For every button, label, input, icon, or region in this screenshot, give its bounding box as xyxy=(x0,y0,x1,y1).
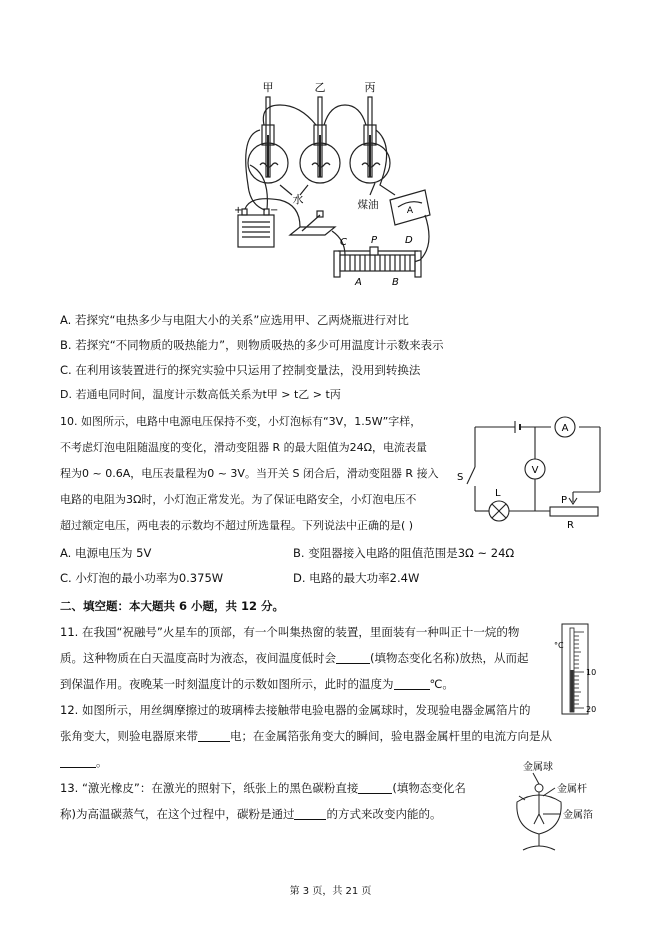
q12-line-2: 张角变大，则验电器原来带 电；在金属箔张角变大的瞬间，验电器金属杆里的电流方向是从 xyxy=(60,729,552,743)
figure-q10-circuit xyxy=(455,412,620,532)
figure-q11-thermometer xyxy=(550,622,605,717)
label-yi: 乙 xyxy=(314,81,326,94)
svg-text:金属球: 金属球 xyxy=(523,762,553,773)
svg-text:10: 10 xyxy=(586,668,597,677)
q12-blank-1[interactable] xyxy=(198,729,230,742)
label-bing: 丙 xyxy=(364,81,376,94)
svg-text:R: R xyxy=(567,520,574,531)
q13-line-2: 称)为高温碳蒸气，在这个过程中，碳粉是通过 的方式来改变内能的。 xyxy=(60,807,442,821)
q9-option-b: B. 若探究“不同物质的吸热能力”，则物质吸热的多少可用温度计示数来表示 xyxy=(60,338,444,352)
q10-rheostat xyxy=(550,507,598,516)
battery-plus: + xyxy=(234,205,243,216)
q10-line-1: 10. 如图所示，电路中电源电压保持不变，小灯泡标有“3V，1.5W”字样， xyxy=(60,415,422,428)
q11-blank-1[interactable] xyxy=(336,651,370,664)
label-jia: 甲 xyxy=(262,81,274,94)
rheostat-B: B xyxy=(392,277,399,288)
rheostat-coil xyxy=(340,255,415,271)
q12-line-3: 。 xyxy=(60,754,108,770)
rheostat-P: P xyxy=(371,235,378,246)
q9-option-c: C. 在利用该装置进行的探究实验中只运用了控制变量法，没用到转换法 xyxy=(60,363,421,377)
svg-text:P: P xyxy=(561,495,568,506)
page-footer: 第 3 页，共 21 页 xyxy=(289,886,372,897)
q9-option-a: A. 若探究“电热多少与电阻大小的关系”应选用甲、乙两烧瓶进行对比 xyxy=(60,313,409,327)
q10-option-d: D. 电路的最大功率2.4W xyxy=(293,571,420,585)
q10-line-5: 超过额定电压，两电表的示数均不超过所选量程。下列说法中正确的是( ) xyxy=(60,519,414,532)
section-2-title: 二、填空题：本大题共 6 小题，共 12 分。 xyxy=(60,599,285,613)
rheostat-C: C xyxy=(340,237,347,248)
q13-blank-2[interactable] xyxy=(294,807,326,820)
rheostat-D: D xyxy=(405,235,413,246)
q10-line-3: 程为0 ~ 0.6A，电压表量程为0 ~ 3V。当开关 S 闭合后，滑动变阻器 R 接入 xyxy=(60,467,439,480)
figure-q13-electroscope xyxy=(505,758,615,858)
battery xyxy=(238,215,274,247)
q10-line-4: 电路的电阻为3Ω时，小灯泡正常发光。为了保证电路安全，小灯泡电压不 xyxy=(60,493,417,506)
svg-text:L: L xyxy=(495,488,501,499)
q10-option-a: A. 电源电压为 5V xyxy=(60,546,152,560)
q11-line-3: 到保温作用。夜晚某一时刻温度计的示数如图所示，此时的温度为 ℃。 xyxy=(60,677,454,691)
q10-option-c: C. 小灯泡的最小功率为0.375W xyxy=(60,571,224,585)
svg-text:V: V xyxy=(531,465,539,476)
label-kerosene: 煤油 xyxy=(357,199,379,211)
q11-blank-2[interactable] xyxy=(394,677,430,690)
q11-line-2: 质。这种物质在白天温度高时为液态，夜间温度低时会 (填物态变化名称)放热，从而起 xyxy=(60,651,529,665)
q12-line-1: 12. 如图所示，用丝绸摩擦过的玻璃棒去接触带电验电器的金属球时，发现验电器金属箔片的 xyxy=(60,703,531,717)
svg-text:金属箔: 金属箔 xyxy=(563,810,593,821)
q9-option-d: D. 若通电同时间，温度计示数高低关系为t甲 > t乙 > t丙 xyxy=(60,388,341,401)
q13-blank-1[interactable] xyxy=(358,781,392,794)
electroscope-ball xyxy=(535,784,543,792)
ammeter-label: A xyxy=(406,206,414,216)
q11-line-1: 11. 在我国“祝融号”火星车的顶部，有一个叫集热窗的装置，里面装有一种叫正十一烷的物 xyxy=(60,625,520,639)
svg-text:°C: °C xyxy=(554,641,564,650)
battery-minus: − xyxy=(270,205,279,216)
svg-text:金属杆: 金属杆 xyxy=(557,784,587,795)
q10-option-b: B. 变阻器接入电路的阻值范围是3Ω ~ 24Ω xyxy=(293,546,515,560)
q13-line-1: 13. “激光橡皮”：在激光的照射下，纸张上的黑色碳粉直接 (填物态变化名 xyxy=(60,781,466,795)
svg-text:S: S xyxy=(457,472,464,483)
q12-blank-2[interactable] xyxy=(60,755,96,768)
q10-line-2: 不考虑灯泡电阻随温度的变化，滑动变阻器 R 的最大阻值为24Ω，电流表量 xyxy=(60,441,428,454)
svg-text:A: A xyxy=(561,423,569,434)
rheostat-A: A xyxy=(355,277,362,288)
figure-q9-apparatus xyxy=(220,75,450,290)
label-water: 水 xyxy=(292,193,304,206)
svg-text:20: 20 xyxy=(586,705,597,714)
